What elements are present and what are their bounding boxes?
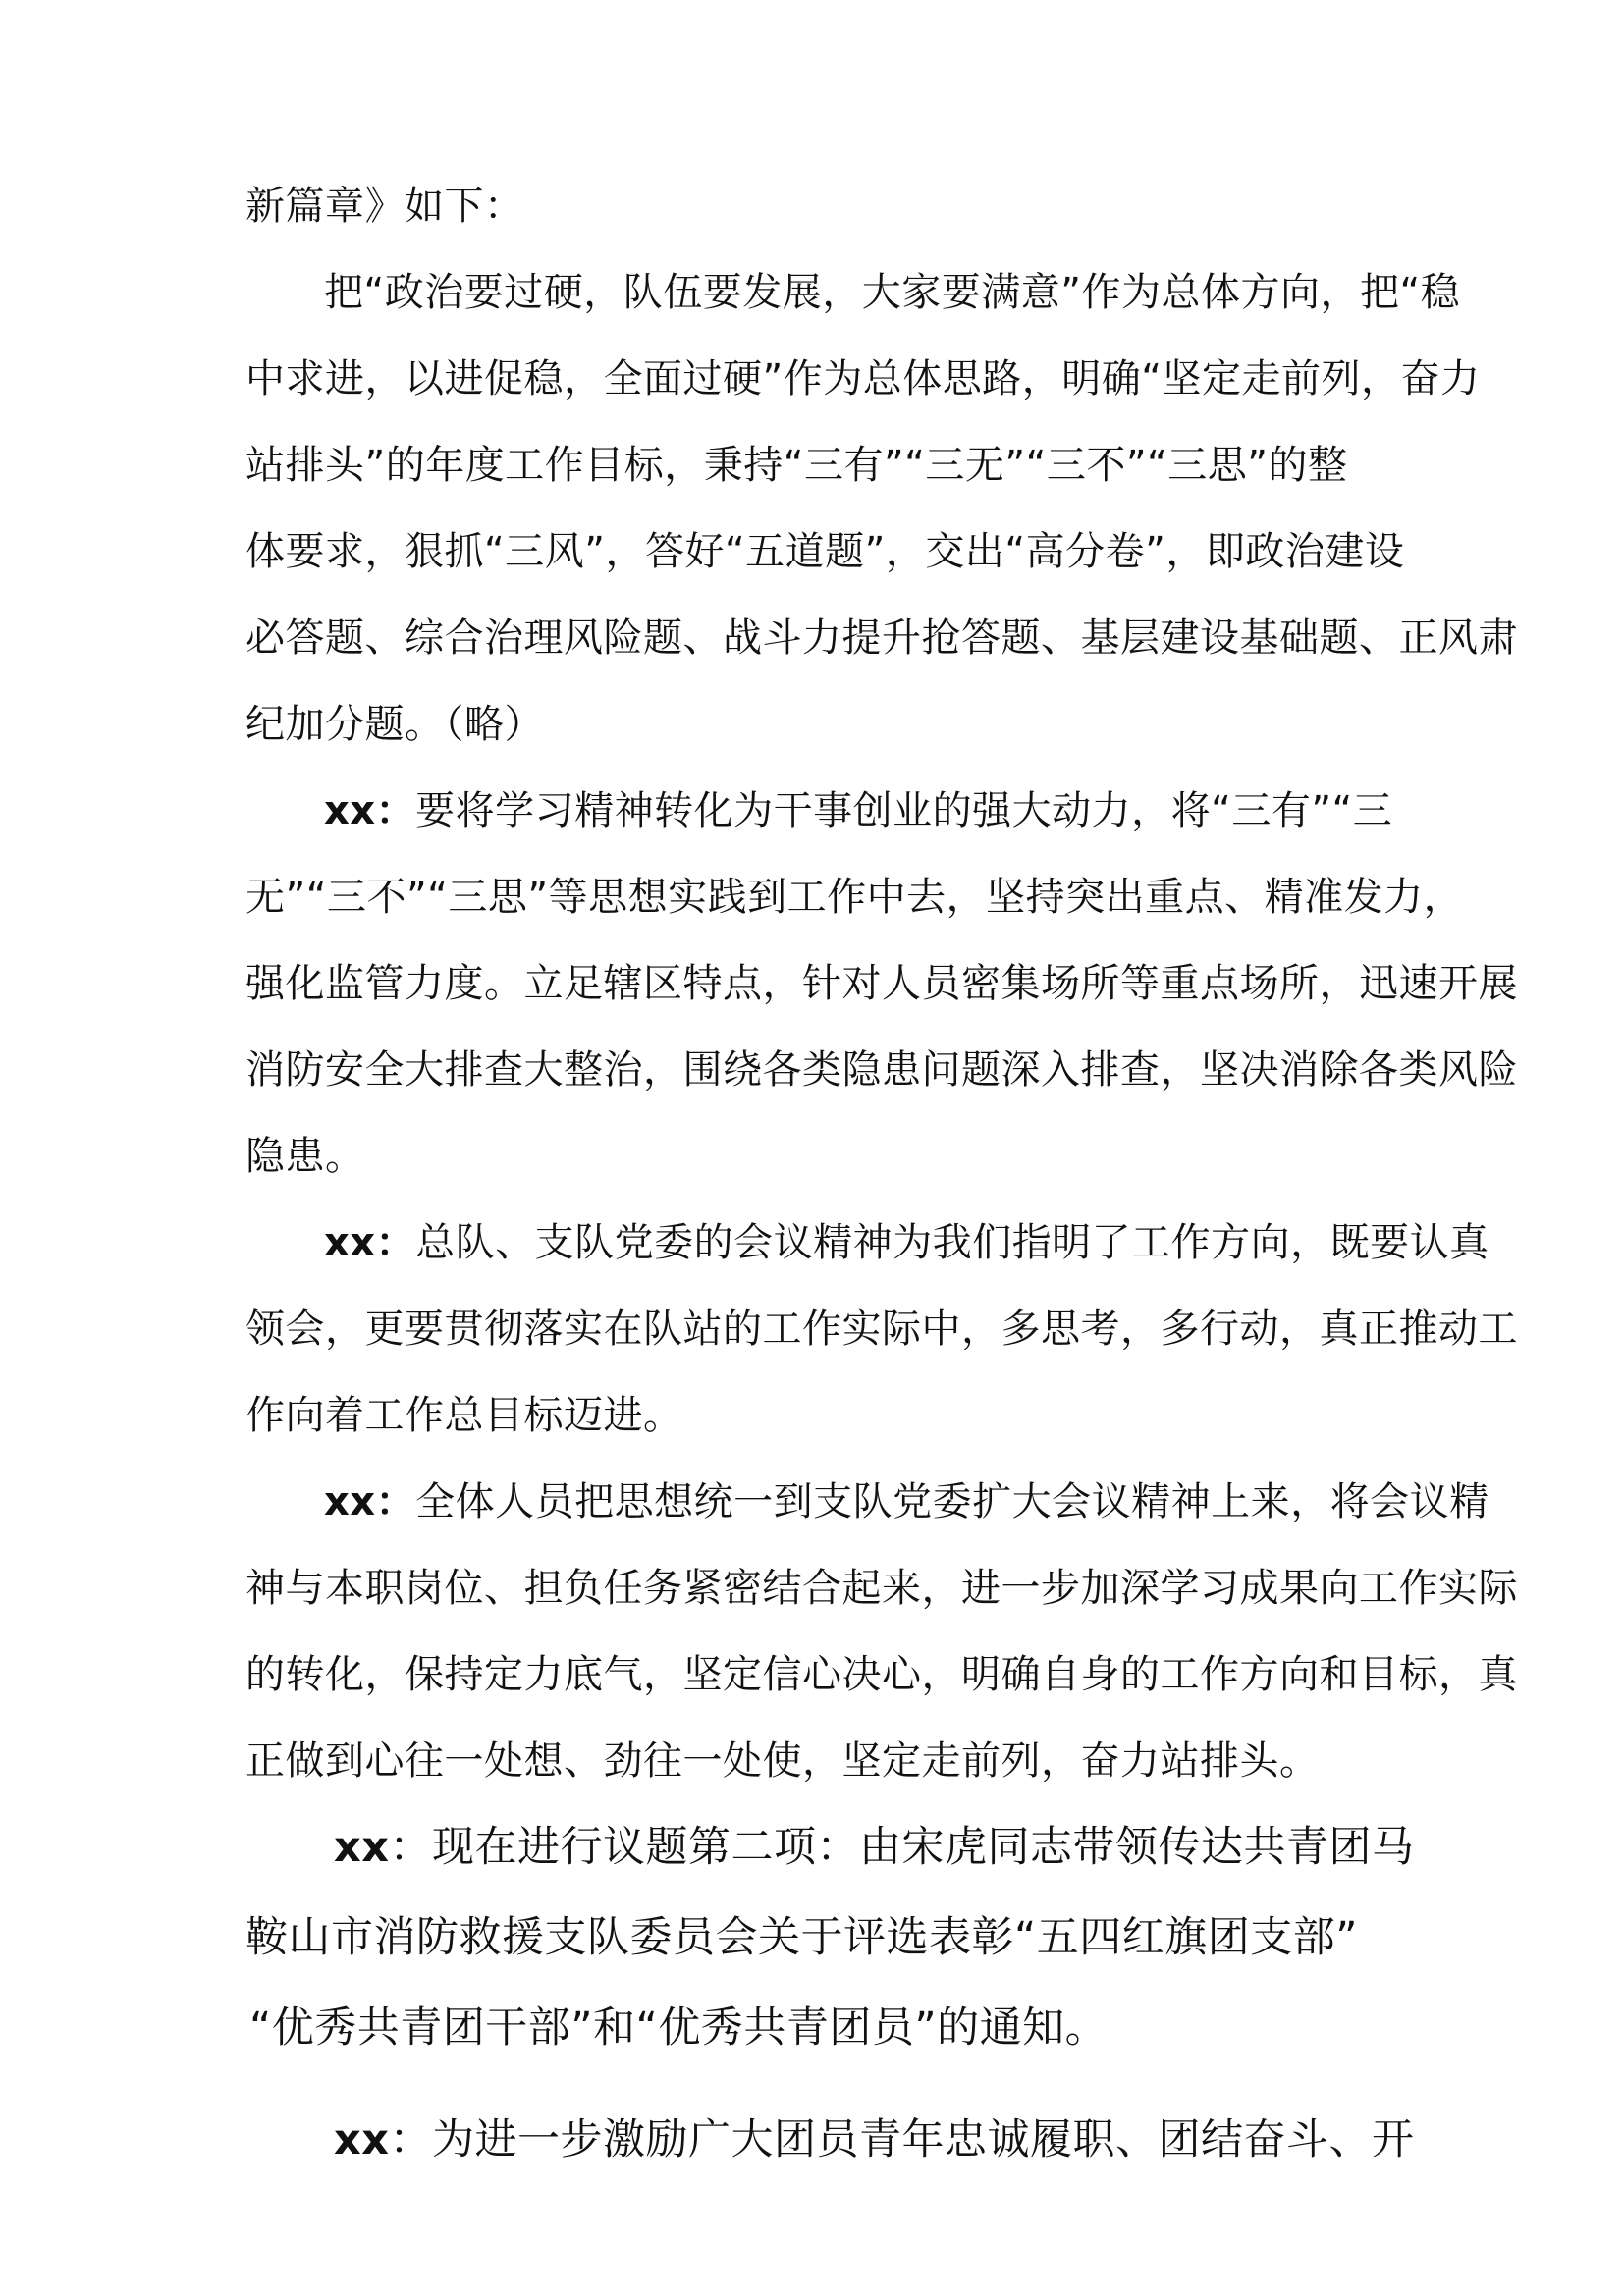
text-line: 强化监管力度。立足辖区特点，针对人员密集场所等重点场所，迅速开展 [245, 961, 1518, 1006]
text-span: ：为进一步激励广大团员青年忠诚履职、团结奋斗、开 [389, 2115, 1415, 2164]
text-line: 站排头”的年度工作目标，秉持“三有”“三无”“三不”“三思”的整 [245, 443, 1348, 488]
text-line: 隐患。 [245, 1134, 365, 1179]
text-line: 纪加分题。（略） [245, 702, 544, 747]
speaker-paragraph-first-line [324, 1213, 1489, 1272]
text-span: 全体人员把思想统一到支队党委扩大会议精神上来，将会议精 [415, 1479, 1489, 1524]
text-line: 体要求，狠抓“三风”，答好“五道题”，交出“高分卷”，即政治建设 [245, 529, 1405, 574]
speaker-label: xx： [324, 788, 416, 833]
text-span: 要将学习精神转化为干事创业的强大动力，将“三有”“三 [415, 788, 1393, 833]
text-span: ：现在进行议题第二项：由宋虎同志带领传达共青团马 [389, 1823, 1415, 1872]
speaker-paragraph-first-line [334, 1818, 1414, 1877]
text-line: 无”“三不”“三思”等思想实践到工作中去，坚持突出重点、精准发力， [245, 875, 1464, 920]
text-span: 总队、支队党委的会议精神为我们指明了工作方向，既要认真 [415, 1220, 1489, 1265]
text-line: 新篇章》如下： [245, 184, 524, 229]
text-line: 中求进，以进促稳，全面过硬”作为总体思路，明确“坚定走前列，奋力 [245, 356, 1481, 401]
text-line: 鞍山市消防救援支队委员会关于评选表彰“五四红旗团支部” [245, 1913, 1359, 1962]
text-line: 把“政治要过硬，队伍要发展，大家要满意”作为总体方向，把“稳 [324, 270, 1461, 315]
speaker-label: xx [334, 2115, 390, 2164]
speaker-paragraph-first-line [334, 2110, 1414, 2169]
text-line: 正做到心往一处想、劲往一处使，坚定走前列，奋力站排头。 [245, 1738, 1320, 1784]
text-line: 消防安全大排查大整治，围绕各类隐患问题深入排查，坚决消除各类风险 [245, 1047, 1518, 1093]
text-line: 必答题、综合治理风险题、战斗力提升抢答题、基层建设基础题、正风肃 [245, 615, 1518, 661]
speaker-label: xx： [324, 1479, 416, 1524]
text-line: “优秀共青团干部”和“优秀共青团员”的通知。 [249, 2003, 1109, 2053]
speaker-label: xx [334, 1823, 390, 1872]
text-line: 作向着工作总目标迈进。 [245, 1393, 683, 1438]
text-line: 领会，更要贯彻落实在队站的工作实际中，多思考，多行动，真正推动工 [245, 1307, 1518, 1352]
speaker-paragraph-first-line [324, 781, 1392, 840]
text-line: 的转化，保持定力底气，坚定信心决心，明确自身的工作方向和目标，真 [245, 1652, 1518, 1697]
speaker-label: xx： [324, 1220, 416, 1265]
speaker-paragraph-first-line [324, 1472, 1489, 1531]
text-line: 神与本职岗位、担负任务紧密结合起来，进一步加深学习成果向工作实际 [245, 1566, 1518, 1611]
